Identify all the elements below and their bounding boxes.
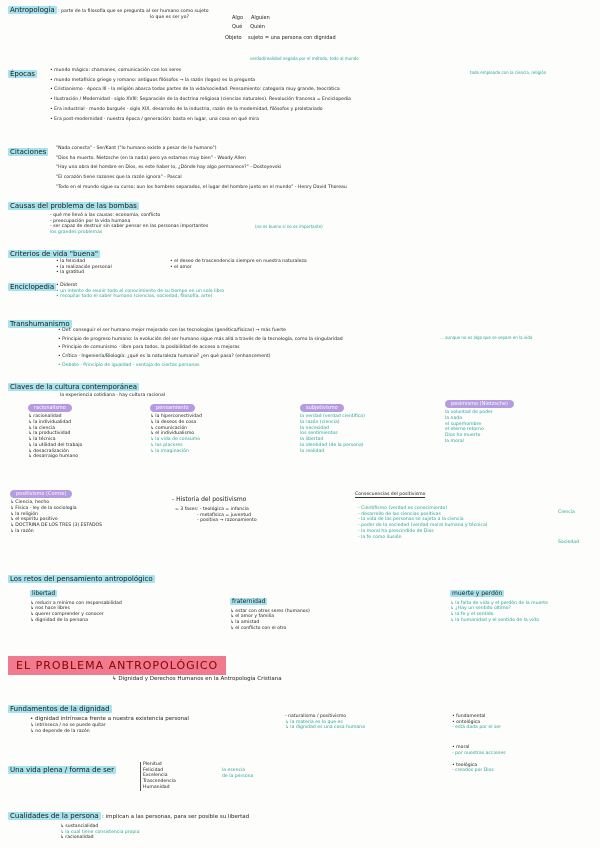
vida-plena-tags: la esencia de la persona [222, 768, 254, 779]
transhumanismo-lines: • Def: conseguir el ser humano mejor mejorado con las tecnologías (genética/físicas) → más fuerte • Principio de progreso humano: la evolución del ser humano sigue más allá a través de la tecnología, como la singularidad • Principio de comunismo · libre para todos, la posibilidad de acceso a mejoras • Crítica · Ingeniería/Biología: ¿qué es la naturaleza humana? ¿en qué pasa? (enhancement) • Debate · Principio de igualdad · ventaja de ciertas personas [58, 328, 343, 368]
vida-plena-list: Plenitud Felicidad Excelencia Trascendencia Humanidad [140, 762, 176, 791]
problema-banner: EL PROBLEMA ANTROPOLÓGICO [8, 659, 226, 673]
epoca-line: • Ilustración / Modernidad · siglo XVIII: Separación de la doctrina religiosa (ciencias naturales). Revolución francesa = Enciclopedia [50, 97, 351, 103]
claves-col5: positivismo (Comte) ↳ Ciencia, hecho ↳ Física · ley de la sociología ↳ la religión ↳ el espíritu positivo ↳ DOCTRINA DE LOS TRES (3) ESTADOS ↳ la razón [10, 491, 103, 534]
consecuencias-list: - Cientifismo (verdad es conocimiento) - desarrollo de las ciencias positivas - la vida de las personas se sujeta a la ciencia - poder de la sociedad (verdad moral humana y técnica) - la moral ha prescindido de Dios - la fe como ilusión [358, 506, 488, 540]
cita-line: "Dios ha muerto. Nietzsche (en la nada) pero ya estamos muy bien" - Woody Allen [56, 155, 246, 161]
retos-head-muerte: muerte y perdón [452, 590, 503, 597]
claves-sub: la experiencia cotidiana · hay cultura racional [60, 393, 166, 398]
cita-line: "El corazón tiene razones que la razón ignora" - Pascal [56, 175, 182, 181]
claves-heading: Claves de la cultura contemporánea [10, 383, 138, 391]
cualidades-def: : implican a las personas, para ser posible su libertad [102, 814, 250, 820]
antropologia-def2: lo que es ser yo? [150, 15, 189, 20]
enciclopedia-heading: Enciclopedia [10, 283, 55, 291]
retos-head-fraternidad: fraternidad [232, 598, 266, 605]
causas-side: (no es bueno si no es importante) [255, 224, 323, 229]
retos-col3: muerte y perdón ↳ la falta de vida y el perdón de la muerte ↳ ¿Hay un sentido último? ↳ la fe y el sentido ↳ la humanidad y el sentido de la vida [450, 590, 548, 623]
epoca-line: • Era industrial · mundo burgués · siglo XIX, desarrollo de la industria, razón de la modernidad, filósofos y proletariado [50, 106, 323, 112]
cita-line: "Nada conecta" - Ser/Kant ("lo humano existe a pesar de lo humano") [56, 146, 217, 151]
antropologia-words-1: Algo Alguien [232, 15, 270, 21]
causas-heading: Causas del problema de las bombas [10, 202, 137, 210]
cualidades-list: ↳ sustancialidad ↳ la cual tiene consistencia propia ↳ racionalidad [60, 824, 140, 841]
criterios-heading: Criterios de vida "buena" [10, 250, 99, 258]
retos-col1: libertad ↳ reducir a mínimo con responsabilidad ↳ nos hace libres ↳ querer comprender y conocer ↳ dignidad de la persona [30, 590, 122, 623]
criterios-right: • el deseo de trascendencia siempre en nuestra naturaleza • el amor [170, 259, 307, 270]
enciclopedia-lines: • Diderot • un intento de reunir todo el conocimiento de su tiempo en un solo libro • recopilar todo el saber humano (ciencias, sociedad, filosofía, arte) [56, 283, 225, 300]
claves-col4: pesimismo (Nietzsche) la voluntad de poder la nada el superhombre el eterno retorno Dios ha muerto la moral [445, 400, 514, 445]
epocas-lines [50, 68, 351, 122]
pill-subjetivismo: subjetivismo [300, 404, 344, 412]
citaciones-heading: Citaciones [10, 148, 47, 156]
claves-historia-list: = 3 fases: - teológica = infancia - metafísica = juventud - positiva → razonamiento [175, 507, 257, 524]
epoca-line: • mundo mágico: chamanes, comunicación con los seres [50, 68, 182, 73]
retos-heading: Los retos del pensamiento antropológico [10, 575, 153, 583]
cualidades-heading: Cualidades de la persona : implican a las personas, para ser posible su libertad [10, 812, 250, 820]
fundamentos-mid: - naturalismo / positivismo ↳ la materia es lo que es ↳ la dignidad es una cosa humana [285, 714, 365, 731]
antropologia-heading: Antropología [10, 6, 55, 14]
claves-col2: pensamiento ↳ la hiperconectividad ↳ la deseos de cosa ↳ comunicación ↳ el individualismo ↳ la vida de consumo ↳ los placeres ↳ la imaginación [150, 405, 202, 454]
antropologia-section [8, 6, 209, 15]
criterios-lines: • la felicidad • la realización personal • la gratitud [56, 259, 112, 276]
consecuencias-tag-2: Sociedad [558, 540, 580, 545]
consecuencias-tag-1: Ciencia [558, 510, 575, 515]
claves-historia: - Historia del positivismo [172, 496, 247, 503]
epocas-heading: Épocas [10, 70, 35, 78]
epocas-note-top: verdad/realidad negada por el método, todo al mundo [250, 56, 359, 61]
epoca-line: • Cristianismo · época III - la religión abarca todas partes de la vida/sociedad. Pensamiento: categoría muy grande, teocrática [50, 87, 340, 93]
fundamentos-lines: • dignidad intrínseca frente a nuestra existencia personal ↳ intrínseca / no se puede quitar ↳ no depende de la razón [30, 716, 189, 734]
pill-pensamiento: pensamiento [150, 404, 195, 412]
claves-col1: racionalismo ↳ racionalidad ↳ la individualidad ↳ la ciencia ↳ la productividad ↳ la técnica ↳ la utilidad del trabajo ↳ desacralización ↳ desarraigo humano [28, 405, 83, 460]
cita-line: "Todo en el mundo sigue su curso; aun los hombres separados, el lugar del hombre junto en el mundo" - Henry David Thoreau [56, 184, 347, 190]
pill-racionalismo: racionalismo [28, 404, 72, 412]
epoca-line: • Era post-modernidad · nuestra época / generación: basta en lugar, una cosa en qué mira [50, 116, 259, 122]
claves-col3: subjetivismo la verdad (verdad científica) la razón (ciencia) la necesidad los sentimientos la libertad la identidad (de la persona) la realidad [300, 405, 365, 454]
cita-line: "Hay una obra del hombre en Dios, es este haber lo, ¿Dónde hay algo permanece?" - Dostoyevski [56, 165, 282, 171]
fundamentos-heading: Fundamentos de la dignidad [10, 705, 110, 713]
antropologia-words-2: Qué Quién [232, 24, 265, 30]
causas-lines: - qué me llevó a las causas: economía, conflicto - preocupación por la vida humana - ser capaz de destruir sin saber pensar en las personas importantes los grandes problemas [50, 213, 209, 236]
transhumanismo-heading: Transhumanismo [10, 320, 70, 328]
pill-positivismo: positivismo (Comte) [10, 490, 72, 498]
antropologia-words-3: Objeto sujeto = una persona con dignidad [225, 35, 336, 41]
epocas-side-note: todo empleado con la ciencia, religión [470, 70, 547, 75]
problema-sub: ↳ Dignidad y Derechos Humanos en la Antropología Cristiana [112, 676, 282, 682]
epoca-line: • mundo metafísico griego y romano: antiguos filósofos → la razón (logos) es la pregunta [50, 77, 256, 83]
citaciones-lines [56, 146, 347, 191]
retos-col2: fraternidad ↳ estar con otros seres (humanos) ↳ el amor y familia ↳ la amistad ↳ el conflicto con el otro [230, 598, 310, 631]
antropologia-def: : parte de la filosofía que se pregunta al ser humano como sujeto [58, 9, 209, 14]
fundamentos-right: • fundamental • ontológica - está dada por el ser • moral - por nuestras acciones • teológica - creados por Dios [452, 714, 506, 774]
consecuencias-heading: Consecuencias del positivismo [355, 492, 426, 497]
retos-head-libertad: libertad [32, 590, 56, 597]
vida-plena-heading: Una vida plena / forma de ser [10, 766, 114, 774]
pill-pesimismo: pesimismo (Nietzsche) [445, 400, 514, 408]
transhumanismo-side: ... aunque no es algo que se separe en la vida [440, 335, 533, 340]
